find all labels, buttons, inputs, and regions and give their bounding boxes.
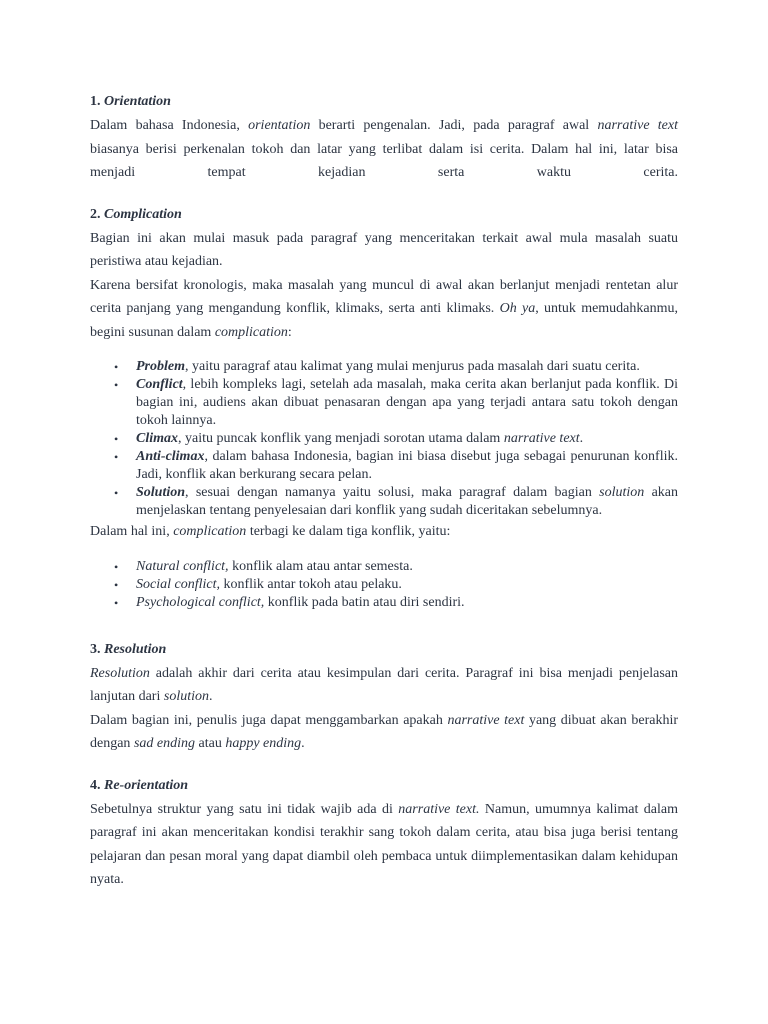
section-heading-re-orientation	[90, 776, 678, 796]
list-item: • Social conflict, konflik antar tokoh atau pelaku.	[114, 576, 402, 592]
list-item: • Natural conflict, konflik alam atau antar semesta.	[114, 558, 413, 574]
heading-title: Resolution	[104, 641, 167, 657]
resolution-paragraph-1: Resolution adalah akhir dari cerita atau kesimpulan dari cerita. Paragraf ini bisa menjadi penjelasan lanjutan dari solution.	[90, 665, 678, 704]
bullet-icon: •	[114, 360, 119, 374]
complication-paragraph-2: Karena bersifat kronologis, maka masalah yang muncul di awal akan berlanjut menjadi rentetan alur cerita panjang yang mengandung konflik, klimaks, serta anti klimaks. Oh ya, untuk memudahkanmu, begini susunan dalam complication:	[90, 277, 679, 340]
list-item: • Climax, yaitu puncak konflik yang menjadi sorotan utama dalam narrative text.	[114, 431, 584, 446]
document-page	[90, 92, 678, 892]
heading-number: 1.	[90, 94, 104, 109]
re-orientation-paragraph: Sebetulnya struktur yang satu ini tidak wajib ada di narrative text. Namun, umumnya kalimat dalam paragraf ini akan menceritakan kondisi terakhir sang tokoh dalam cerita, atau bisa juga berisi tentang pelajaran dan pesan moral yang dapat diambil oleh pembaca untuk diimplementasikan dalam kehidupan nyata.	[90, 801, 679, 887]
heading-number: 4.	[90, 777, 104, 793]
heading-title: Re-orientation	[104, 777, 189, 793]
section-heading-resolution	[90, 640, 678, 660]
bullet-icon: •	[114, 595, 119, 610]
heading-number: 2.	[90, 206, 104, 222]
heading-title: Orientation	[104, 94, 171, 109]
bullet-icon: •	[114, 486, 119, 500]
complication-structure-list	[90, 358, 678, 520]
section-heading-orientation	[90, 92, 678, 112]
list-item: • Solution, sesuai dengan namanya yaitu solusi, maka paragraf dalam bagian solution akan menjelaskan tentang penyelesaian dari konflik yang sudah diceritakan sebelumnya.	[114, 485, 678, 518]
bullet-icon: •	[114, 559, 119, 574]
bullet-icon: •	[114, 378, 119, 392]
bullet-icon: •	[114, 432, 119, 446]
resolution-paragraph-2: Dalam bagian ini, penulis juga dapat menggambarkan apakah narrative text yang dibuat akan berakhir dengan sad ending atau happy ending.	[90, 712, 679, 751]
bullet-icon: •	[114, 450, 119, 464]
complication-paragraph-1: Bagian ini akan mulai masuk pada paragraf yang menceritakan terkait awal mula masalah suatu peristiwa atau kejadian.	[90, 230, 678, 269]
list-item: • Anti-climax, dalam bahasa Indonesia, bagian ini biasa disebut juga sebagai penurunan konflik. Jadi, konflik akan berkurang secara pelan.	[114, 449, 678, 482]
bullet-icon: •	[114, 577, 119, 592]
list-item: • Psychological conflict, konflik pada batin atau diri sendiri.	[114, 594, 465, 610]
list-item: • Problem, yaitu paragraf atau kalimat yang mulai menjurus pada masalah dari suatu cerita.	[114, 359, 640, 374]
list-item: • Conflict, lebih kompleks lagi, setelah ada masalah, maka cerita akan berlanjut pada konflik. Di bagian ini, audiens akan dibuat penasaran dengan apa yang terjadi antara satu tokoh dengan tokoh lainnya.	[114, 377, 678, 428]
heading-title: Complication	[104, 206, 182, 222]
complication-paragraph-3: Dalam hal ini, complication terbagi ke dalam tiga konflik, yaitu:	[90, 524, 451, 539]
conflict-types-list	[90, 558, 678, 612]
section-heading-complication	[90, 205, 678, 225]
orientation-paragraph: Dalam bahasa Indonesia, orientation berarti pengenalan. Jadi, pada paragraf awal narrative text biasanya berisi perkenalan tokoh dan latar yang terlibat dalam isi cerita. Dalam hal ini, latar bisa menjadi tempat kejadian serta waktu cerita.	[90, 118, 679, 180]
heading-number: 3.	[90, 641, 104, 657]
